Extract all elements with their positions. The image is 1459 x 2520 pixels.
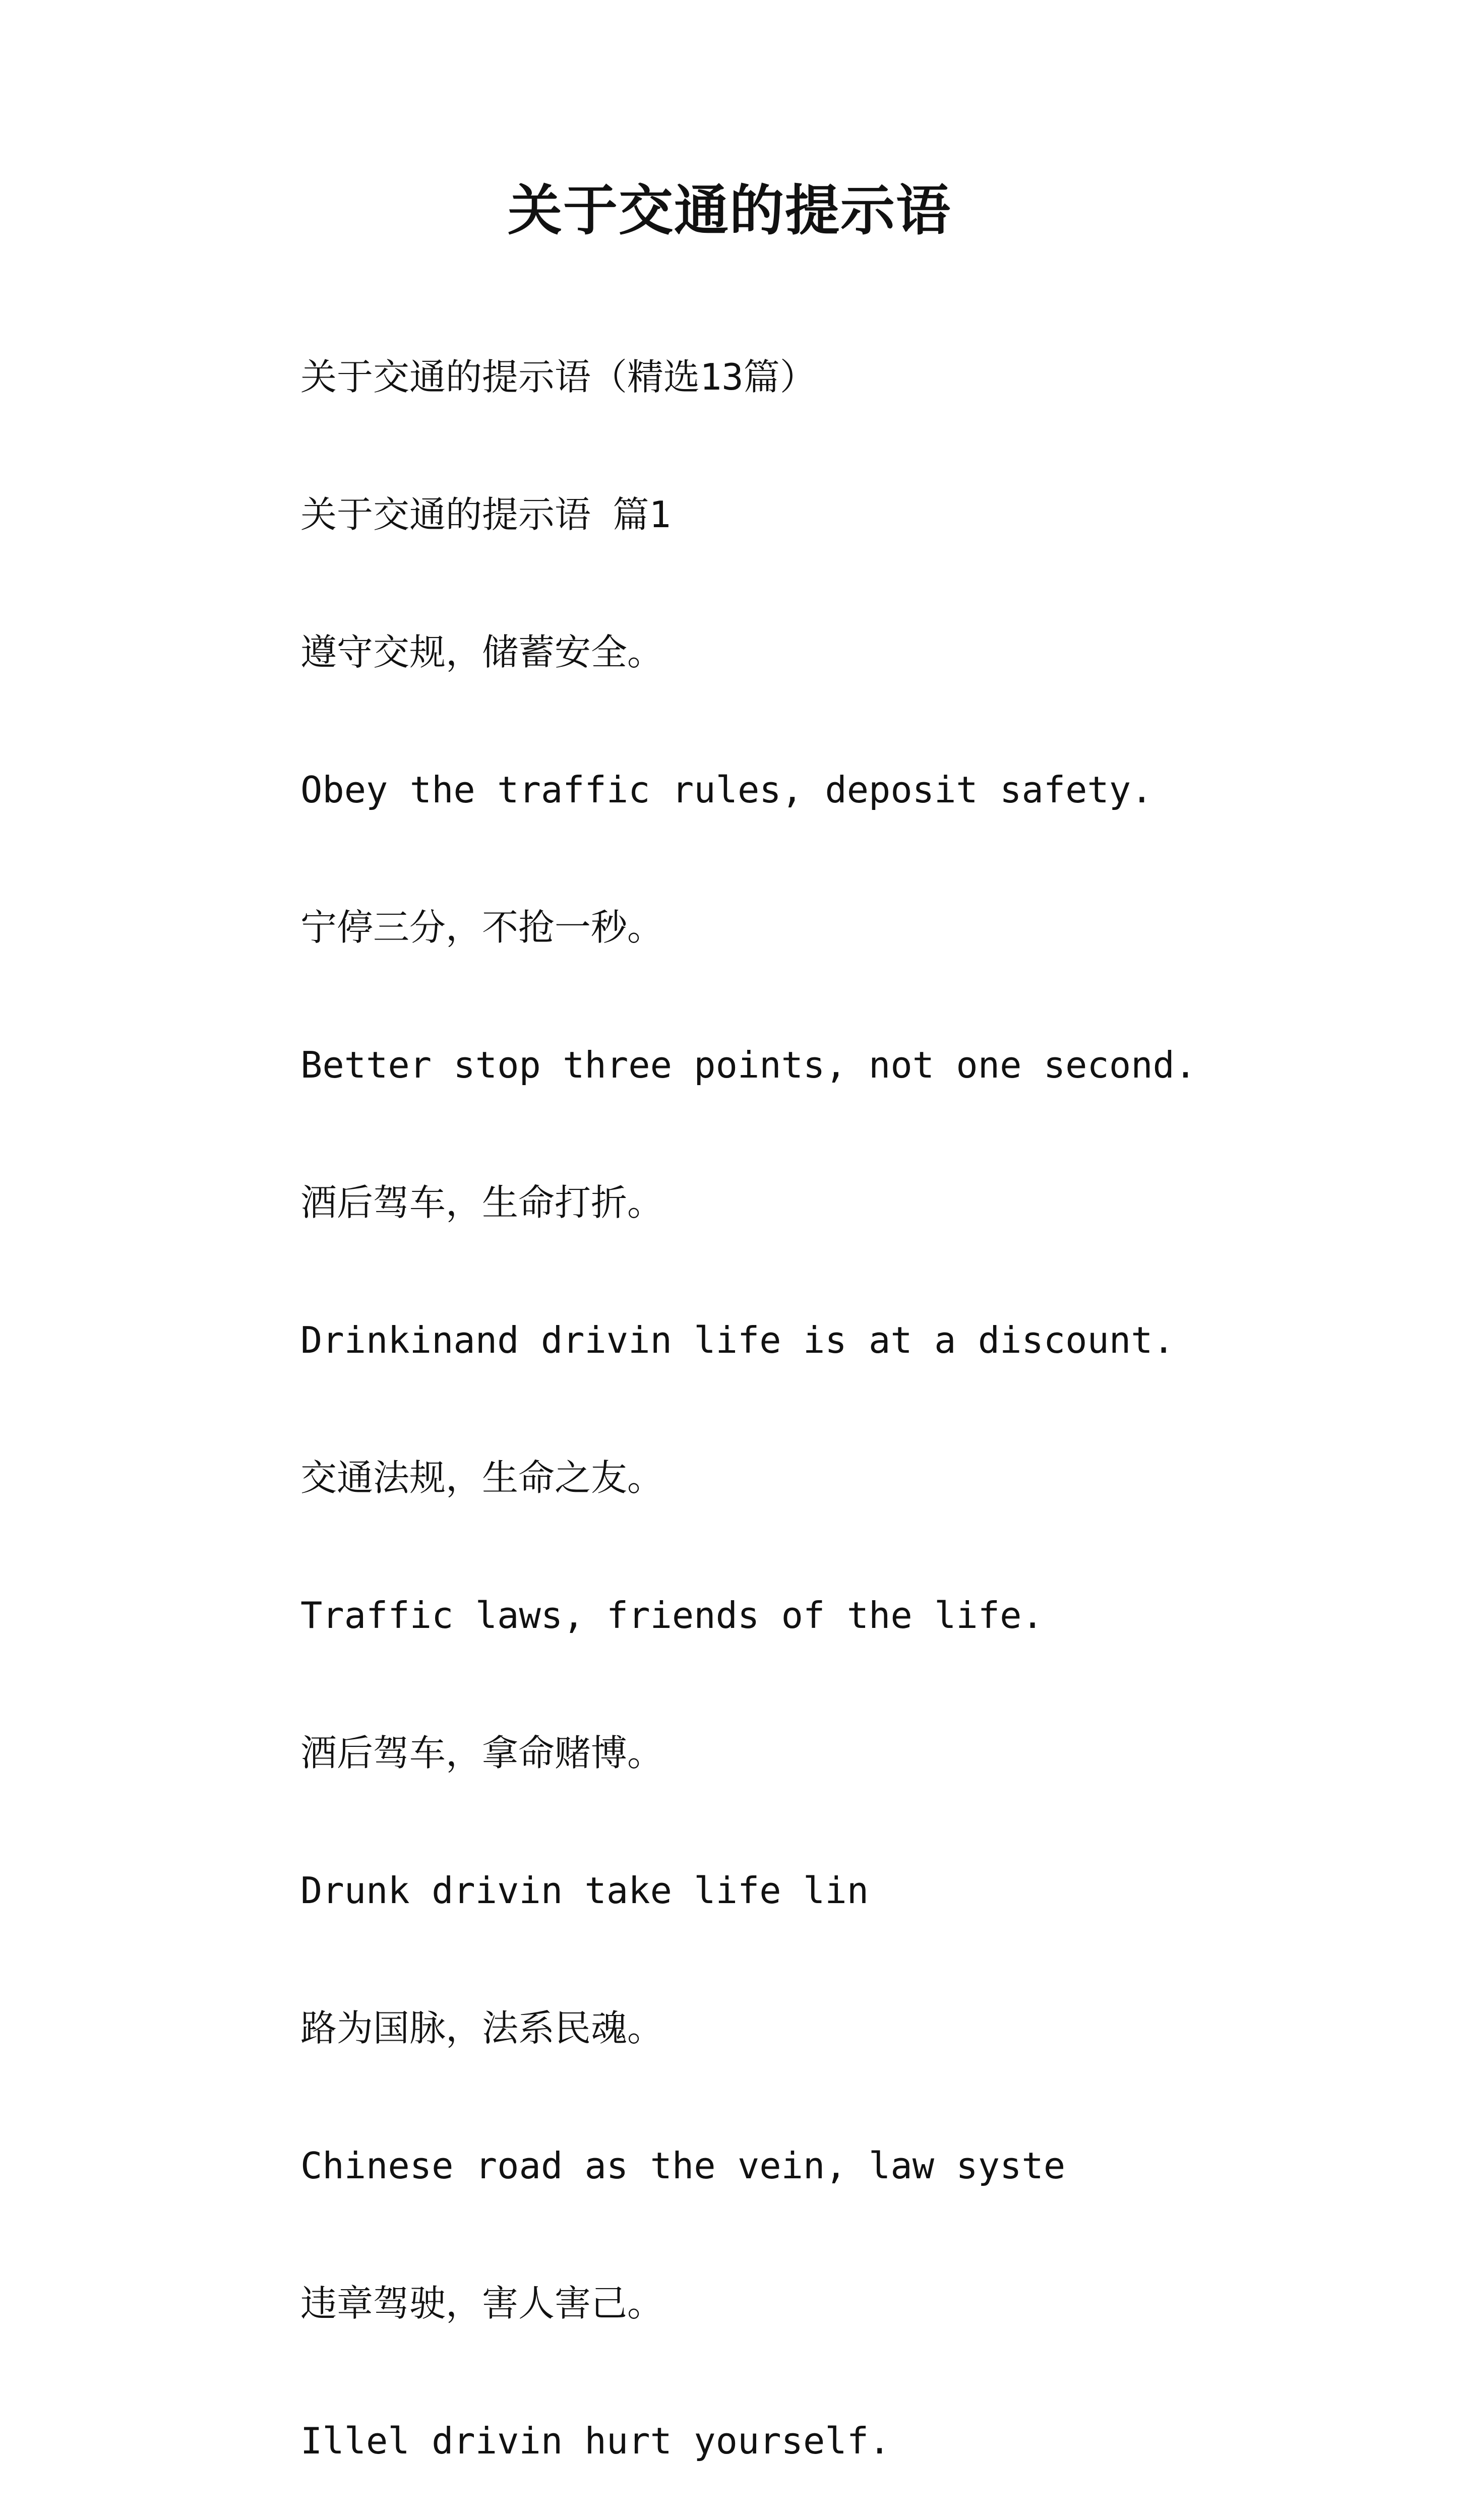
text-line: 酒后驾车，拿命赌博。 [300, 1732, 664, 1774]
text-line: 遵守交规，储蓄安全。 [300, 631, 664, 673]
text-line: Drinkinand drivin life is at a discount. [300, 1319, 1175, 1361]
text-line: Drunk drivin take life lin [300, 1869, 869, 1912]
text-line: Traffic laws, friends of the life. [300, 1594, 1044, 1636]
text-line: 关于交通的提示语（精选13篇） [300, 356, 816, 398]
text-line: 宁停三分，不抢一秒。 [300, 906, 664, 949]
text-line: Illel drivin hurt yourself. [300, 2420, 891, 2462]
text-line: 交通法规，生命之友。 [300, 1457, 664, 1499]
text-line: Chinese road as the vein, law syste [300, 2145, 1066, 2187]
text-line: Better stop three points, not one second. [300, 1044, 1197, 1086]
text-line: 路为国脉，法系民魂。 [300, 2007, 664, 2049]
text-line: 关于交通的提示语 篇1 [300, 493, 671, 536]
text-line: Obey the traffic rules, deposit safety. [300, 769, 1153, 811]
document-title: 关于交通的提示语 [507, 179, 951, 242]
text-line: 违章驾驶，害人害己。 [300, 2282, 664, 2324]
text-line: 酒后驾车，生命打折。 [300, 1181, 664, 1224]
document-body [300, 337, 1359, 2520]
